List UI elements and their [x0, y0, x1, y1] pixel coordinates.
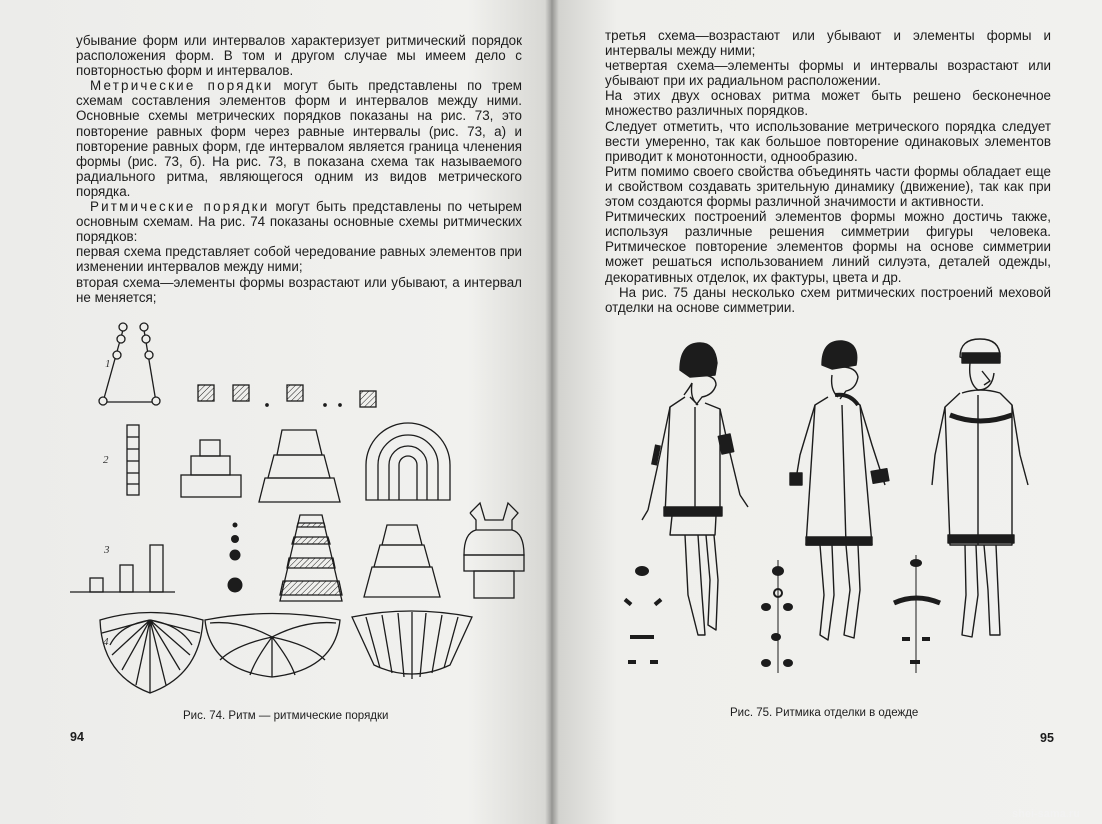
row-label-2: 2 — [103, 454, 109, 466]
figure-75-fur-trim-rhythm — [610, 335, 1050, 680]
row3-banded-trapezoid — [280, 515, 342, 601]
row1-hatched-squares — [198, 385, 376, 407]
paragraph: Следует отметить, что использование метрического порядка следует вести умеренно, так как большое повторение одинаковых элементов приводит к монотонности, однообразию. — [605, 118, 1051, 164]
fashion-figure-2 — [790, 341, 889, 640]
trim-scheme-2 — [761, 560, 793, 673]
row3-tiered-tree — [364, 525, 440, 597]
paragraph: убывание форм или интервалов характеризует ритмический порядок расположения форм. В том и другом случае мы имеем дело с повторностью форм и интервалов. — [76, 33, 522, 79]
left-page-text — [76, 33, 522, 305]
row2-arch — [366, 423, 450, 500]
trim-scheme-3 — [894, 555, 940, 673]
page-number-left: 94 — [70, 730, 84, 744]
row4-petal-fan-left — [100, 613, 203, 694]
fashion-figure-1 — [642, 343, 748, 635]
paragraph: На рис. 75 даны несколько схем ритмических построений меховой отделки на основе симметрии. — [605, 284, 1051, 315]
row-label-1: 1 — [105, 358, 111, 370]
fashion-figure-3 — [932, 339, 1028, 637]
paragraph: Ритмические порядки могут быть представлены по четырем основным схемам. На рис. 74 показаны основные схемы ритмических порядков: — [76, 199, 522, 245]
trim-scheme-1 — [624, 566, 663, 664]
paragraph: вторая схема—элементы формы возрастают или убывают, а интервал не меняется; — [76, 274, 522, 305]
row-label-4: 4 — [103, 636, 109, 648]
paragraph: первая схема представляет собой чередование равных элементов при изменении интервалов между ними; — [76, 244, 522, 275]
figure-75-caption: Рис. 75. Ритмика отделки в одежде — [730, 707, 919, 719]
paragraph: Ритм помимо своего свойства объединять части формы обладает еще и свойством создавать зрительную динамику (движение), так как при этом создаются формы различной значимости и активности. — [605, 163, 1051, 210]
row4-radial-fan — [352, 611, 472, 679]
figure-74-rhythmic-orders — [60, 315, 530, 700]
right-page-text — [605, 28, 1051, 315]
row3-garment-silhouette — [464, 503, 524, 598]
row-label-3: 3 — [104, 544, 110, 556]
site-watermark: shei-sama.ru — [1012, 808, 1080, 820]
row2-stepped-pyramid — [181, 440, 241, 497]
spaced-term: Метрические порядки — [90, 78, 274, 94]
spaced-term: Ритмические порядки — [90, 199, 270, 215]
row2-tiered-trapezoid — [259, 430, 340, 502]
paragraph: На этих двух основах ритма может быть решено бесконечное множество различных порядков. — [605, 88, 1051, 119]
row4-petal-fan-right — [205, 614, 340, 678]
row3-growing-dots — [228, 523, 243, 593]
figure-74-caption: Рис. 74. Ритм — ритмические порядки — [183, 710, 389, 722]
paragraph: Ритмических построений элементов формы можно достичь также, используя различные решения симметрии фигуры человека. Ритмическое повторение элементов формы на основе симметрии может решаться использованием линий силуэта, деталей одежды, декоративных отделок, их фактуры, цвета и др. — [605, 209, 1051, 285]
paragraph: четвертая схема—элементы формы и интервалы возрастают или убывают при их радиальном расположении. — [605, 58, 1051, 89]
paragraph: Метрические порядки могут быть представлены по трем схемам составления элементов форм и интервалов между ними. Основные схемы метрических порядков показаны на рис. 73, это повторение равных форм через равные интервалы (рис. 73, а) и повторение равных форм, где интервалом является граница членения формы (рис. 73, б). На рис. 73, в показана схема так называемого радиального ритма, являющегося одним из видов метрического порядка. — [76, 78, 522, 199]
paragraph: третья схема—возрастают или убывают и элементы формы и интервалы между ними; — [605, 28, 1051, 59]
page-number-right: 95 — [1040, 731, 1054, 745]
row2-vertical-bar — [127, 425, 139, 495]
row3-growing-bars — [70, 545, 175, 592]
book-gutter — [545, 0, 559, 824]
